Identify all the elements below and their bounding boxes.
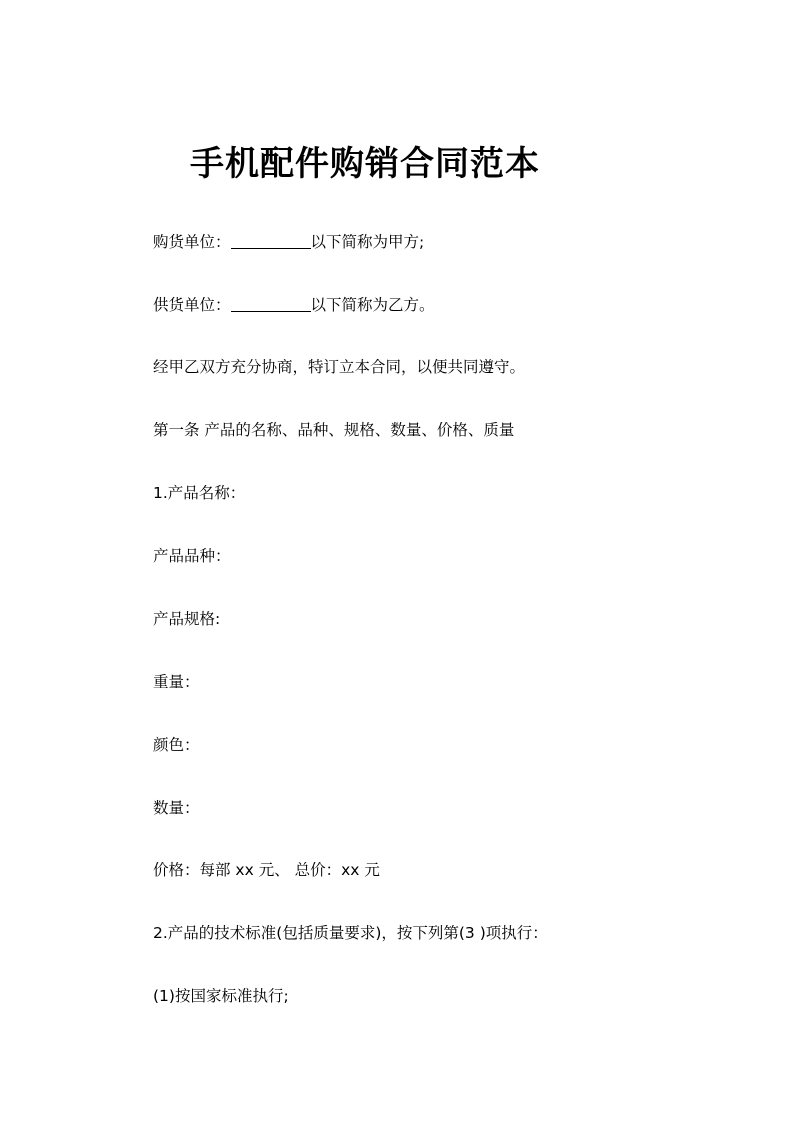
- price-field: 价格：每部 xx 元、 总价：xx 元: [153, 861, 380, 879]
- buyer-label: 购货单位：: [153, 233, 231, 251]
- supplier-suffix: 以下简称为乙方。: [310, 296, 435, 314]
- quantity-field: 数量：: [153, 799, 200, 817]
- buyer-suffix: 以下简称为甲方;: [310, 233, 425, 251]
- tech-standard-paragraph: 2.产品的技术标准(包括质量要求)，按下列第(3 )项执行：: [153, 924, 548, 942]
- color-field: 颜色：: [153, 736, 200, 754]
- product-name-field: 1.产品名称：: [153, 484, 246, 502]
- standard-item-1: (1)按国家标准执行;: [153, 987, 289, 1005]
- supplier-label: 供货单位：: [153, 296, 231, 314]
- buyer-blank: [231, 233, 311, 249]
- document-title: 手机配件购销合同范本: [190, 144, 540, 184]
- article-1-heading: 第一条 产品的名称、品种、规格、数量、价格、质量: [153, 421, 515, 439]
- supplier-line: [153, 295, 435, 315]
- product-variety-field: 产品品种：: [153, 547, 231, 565]
- weight-field: 重量：: [153, 673, 200, 691]
- buyer-line: [153, 232, 424, 252]
- product-spec-field: 产品规格:: [153, 610, 221, 628]
- supplier-blank: [231, 296, 311, 312]
- intro-paragraph: 经甲乙双方充分协商，特订立本合同，以便共同遵守。: [153, 358, 526, 376]
